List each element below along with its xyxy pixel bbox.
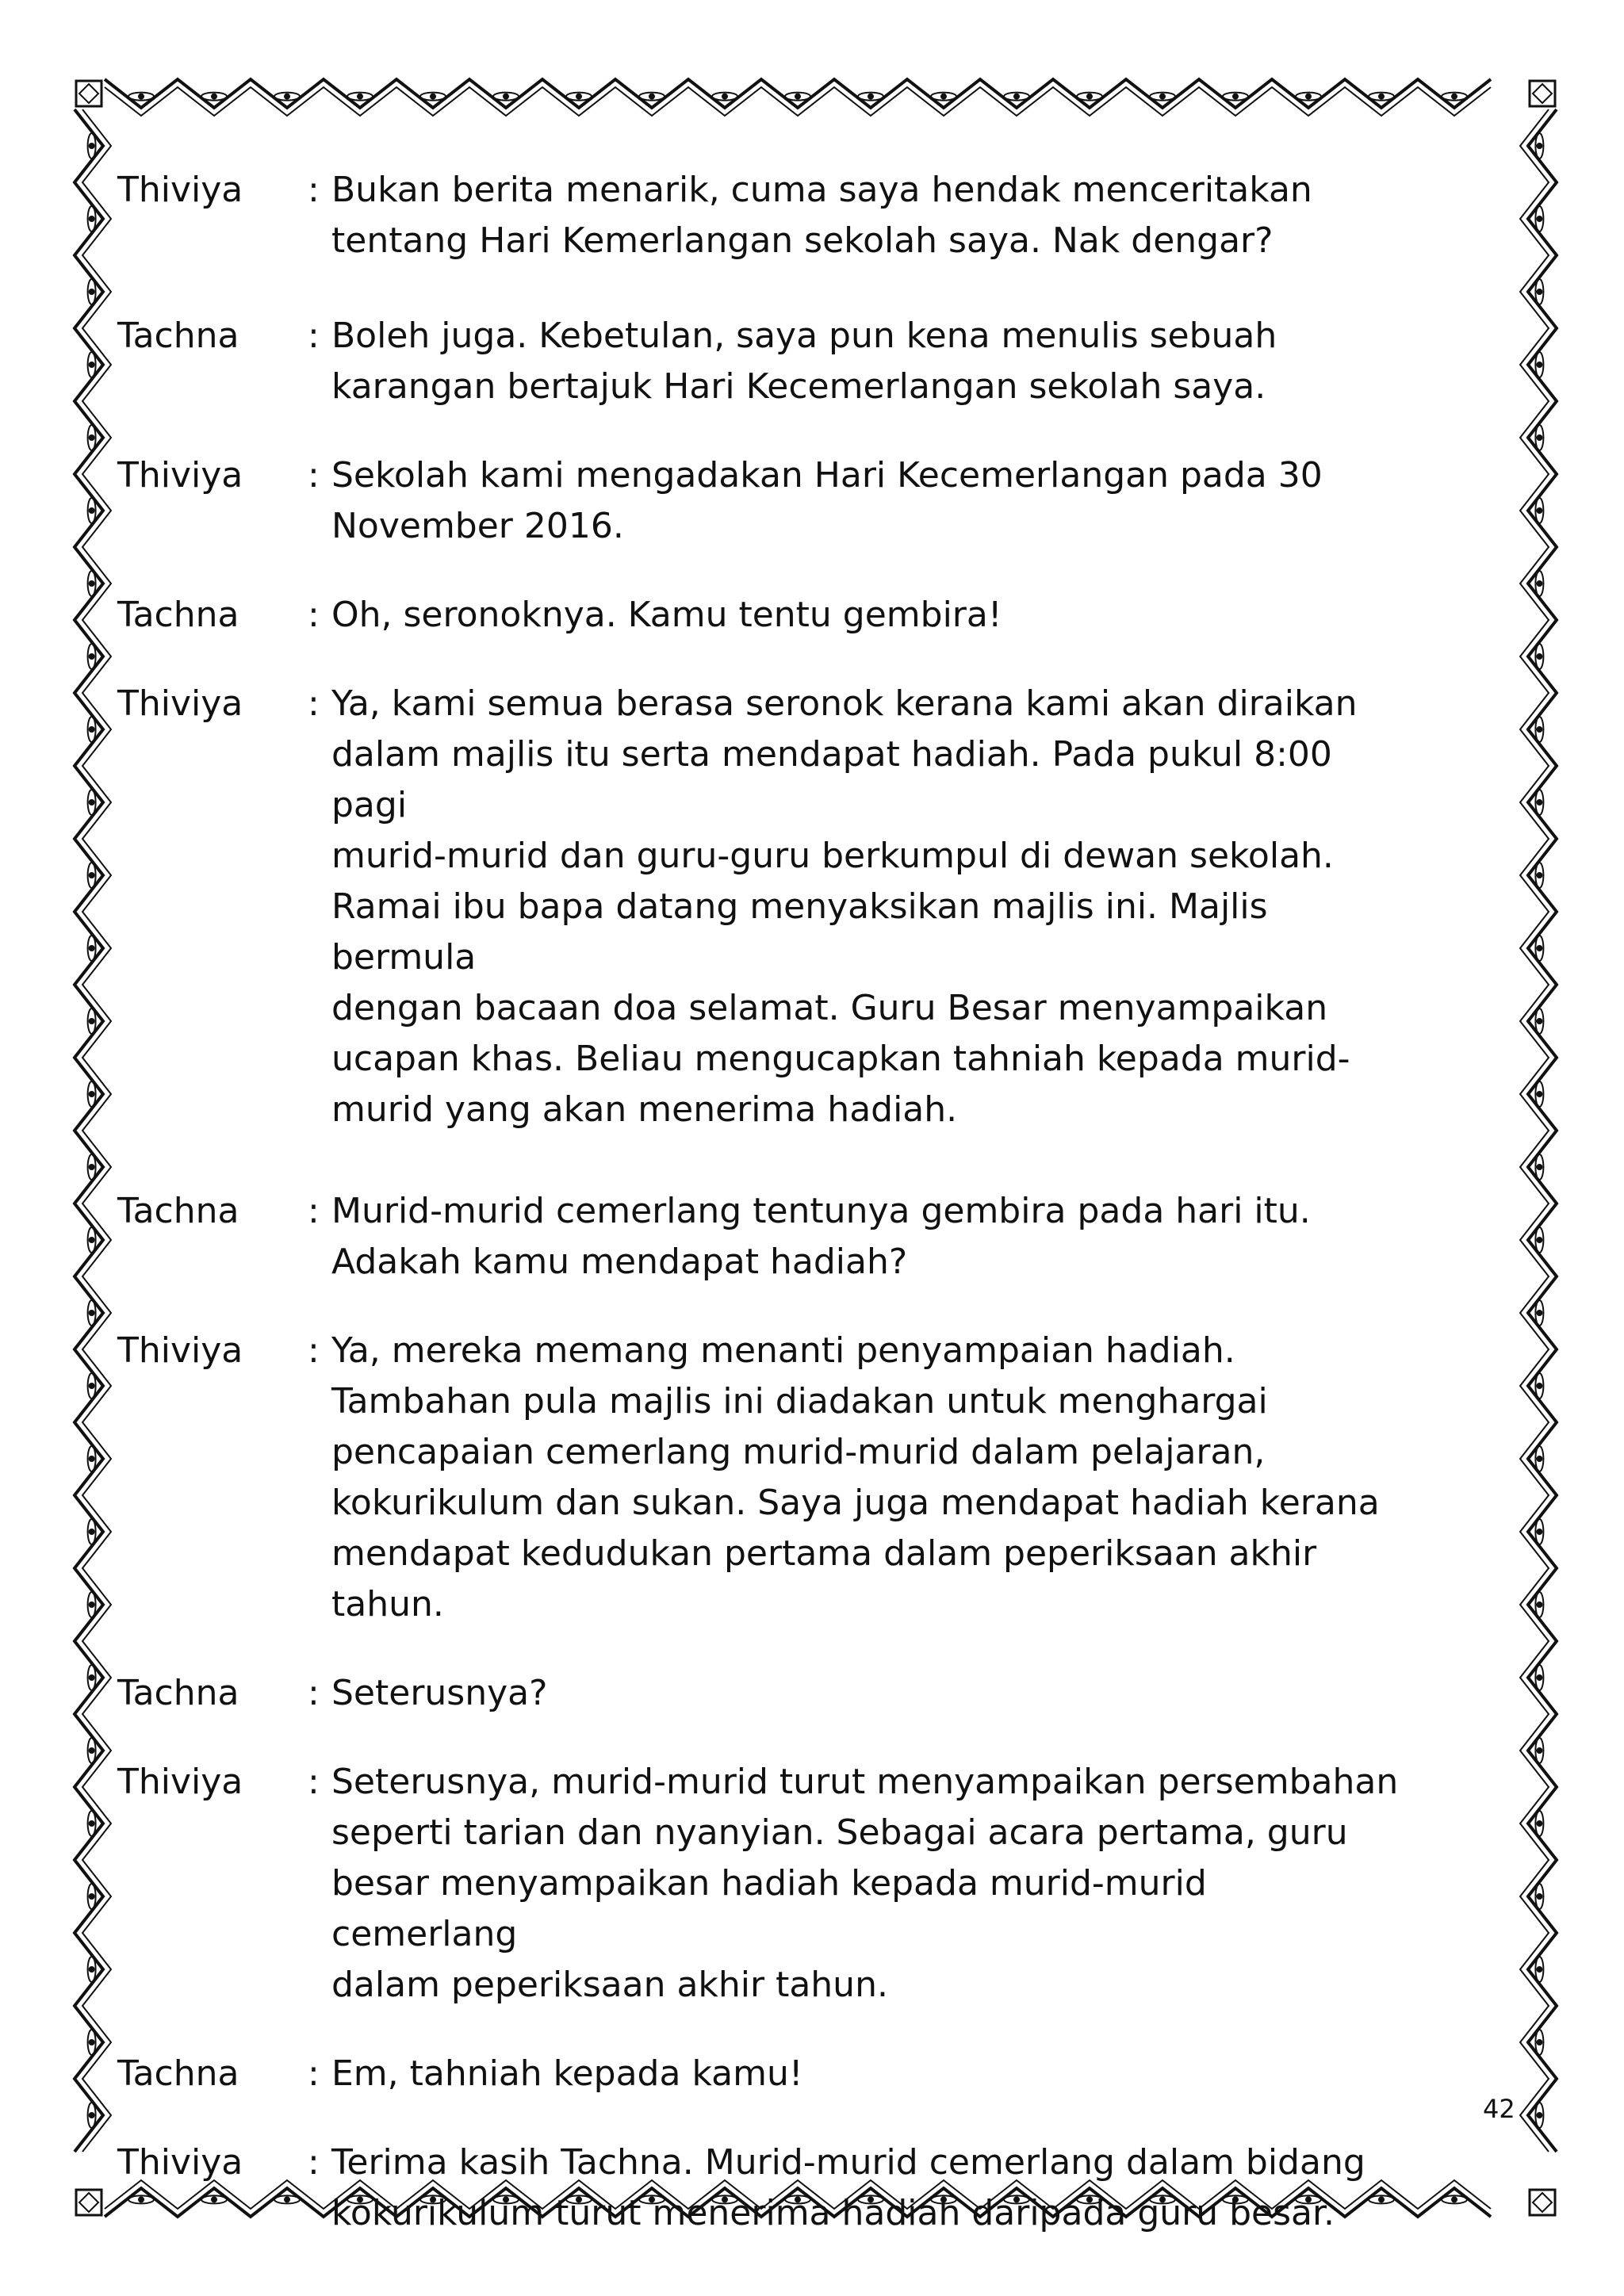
separator-colon: :	[308, 683, 320, 724]
dialogue-line	[117, 2137, 1402, 2239]
speech-text: Terima kasih Tachna. Murid-murid cemerlang dalam bidang kokurikulum turut menerima hadiah daripada guru besar.	[331, 2142, 1365, 2233]
speaker-name: Tachna	[117, 2053, 239, 2094]
speaker-name: Thiviya	[117, 1762, 243, 1802]
dialogue-line	[117, 165, 1402, 266]
separator-colon: :	[308, 595, 320, 635]
speaker-name: Tachna	[117, 1673, 239, 1713]
separator-colon: :	[308, 1191, 320, 1231]
dialogue-body	[117, 165, 1402, 2239]
speaker-name: Thiviya	[117, 170, 243, 210]
speaker-name: Tachna	[117, 595, 239, 635]
speaker-name: Tachna	[117, 316, 239, 356]
speech-text: Boleh juga. Kebetulan, saya pun kena menulis sebuah karangan bertajuk Hari Kecemerlangan sekolah saya.	[331, 316, 1277, 407]
separator-colon: :	[308, 1330, 320, 1371]
dialogue-line	[117, 590, 1402, 641]
speaker-name: Thiviya	[117, 2142, 243, 2183]
speaker-name: Thiviya	[117, 1330, 243, 1371]
dialogue-line	[117, 679, 1402, 1135]
speech-text: Oh, seronoknya. Kamu tentu gembira!	[331, 595, 1002, 635]
speech-text: Bukan berita menarik, cuma saya hendak menceritakan tentang Hari Kemerlangan sekolah saya. Nak dengar?	[331, 170, 1312, 261]
dialogue-line	[117, 450, 1402, 552]
page-number: 42	[1483, 2094, 1515, 2124]
separator-colon: :	[308, 170, 320, 210]
speaker-name: Thiviya	[117, 683, 243, 724]
dialogue-line	[117, 1186, 1402, 1288]
speech-text: Murid-murid cemerlang tentunya gembira pada hari itu. Adakah kamu mendapat hadiah?	[331, 1191, 1311, 1282]
speech-text: Seterusnya, murid-murid turut menyampaikan persembahan seperti tarian dan nyanyian. Sebagai acara pertama, guru besar menyampaikan hadiah kepada murid-murid cemerlang dalam peperiksaan akhir tahun.	[331, 1762, 1399, 2005]
separator-colon: :	[308, 1762, 320, 1802]
separator-colon: :	[308, 316, 320, 356]
separator-colon: :	[308, 1673, 320, 1713]
separator-colon: :	[308, 2053, 320, 2094]
speech-text: Seterusnya?	[331, 1673, 548, 1713]
separator-colon: :	[308, 455, 320, 496]
speech-text: Em, tahniah kepada kamu!	[331, 2053, 803, 2094]
dialogue-line	[117, 2049, 1402, 2099]
speech-text: Sekolah kami mengadakan Hari Kecemerlangan pada 30 November 2016.	[331, 455, 1323, 546]
separator-colon: :	[308, 2142, 320, 2183]
dialogue-line	[117, 1668, 1402, 1719]
dialogue-line	[117, 311, 1402, 412]
dialogue-line	[117, 1326, 1402, 1630]
dialogue-line	[117, 1757, 1402, 2011]
speaker-name: Thiviya	[117, 455, 243, 496]
speech-text: Ya, kami semua berasa seronok kerana kami akan diraikan dalam majlis itu serta mendapat hadiah. Pada pukul 8:00 pagi murid-murid dan guru-guru berkumpul di dewan sekolah. Ramai ibu bapa datang menyaksikan majlis ini. Majlis bermula dengan bacaan doa selamat. Guru Besar menyampaikan ucapan khas. Beliau mengucapkan tahniah kepada murid- murid yang akan menerima hadiah.	[331, 683, 1358, 1130]
speech-text: Ya, mereka memang menanti penyampaian hadiah. Tambahan pula majlis ini diadakan untuk menghargai pencapaian cemerlang murid-murid dalam pelajaran, kokurikulum dan sukan. Saya juga mendapat hadiah kerana mendapat kedudukan pertama dalam peperiksaan akhir tahun.	[331, 1330, 1380, 1624]
speaker-name: Tachna	[117, 1191, 239, 1231]
